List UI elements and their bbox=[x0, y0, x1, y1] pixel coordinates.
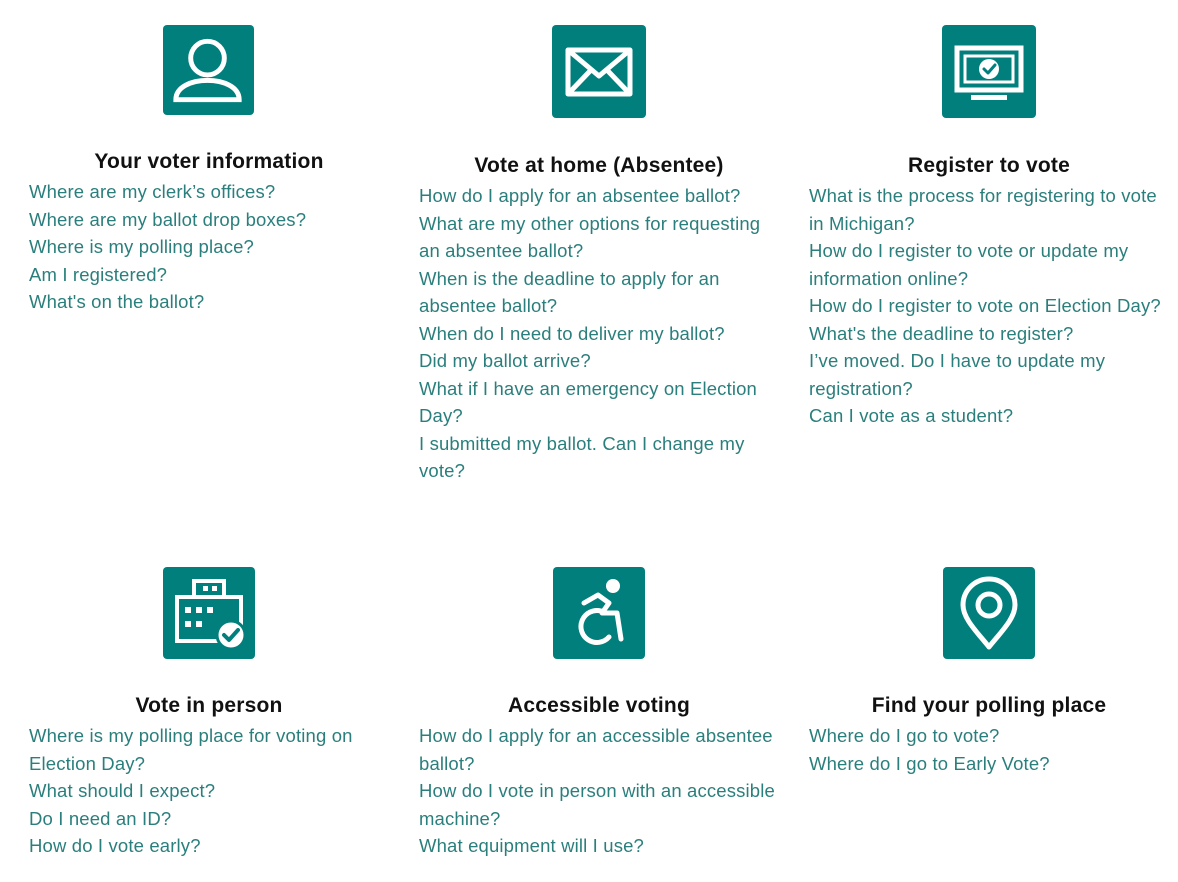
link-accessible-absentee[interactable]: How do I apply for an accessible absentee ballot? bbox=[419, 725, 773, 774]
link-polling-place-election-day[interactable]: Where is my polling place for voting on Election Day? bbox=[29, 725, 353, 774]
link-need-id[interactable]: Do I need an ID? bbox=[29, 807, 172, 829]
link-polling-place[interactable]: Where is my polling place? bbox=[29, 236, 254, 257]
link-apply-deadline[interactable]: When is the deadline to apply for an absentee ballot? bbox=[419, 267, 720, 316]
link-list bbox=[809, 722, 1169, 777]
card-title: Vote in person bbox=[135, 694, 283, 717]
link-ballot-arrive[interactable]: Did my ballot arrive? bbox=[419, 350, 591, 371]
wheelchair-icon[interactable] bbox=[553, 567, 645, 659]
link-am-registered[interactable]: Am I registered? bbox=[29, 263, 168, 285]
link-other-options[interactable]: What are my other options for requesting an absentee ballot? bbox=[419, 212, 761, 261]
link-list bbox=[419, 722, 779, 860]
link-register-deadline[interactable]: What's the deadline to register? bbox=[809, 322, 1074, 344]
link-apply-absentee[interactable]: How do I apply for an absentee ballot? bbox=[419, 185, 741, 206]
link-equipment[interactable]: What equipment will I use? bbox=[419, 835, 644, 856]
link-clerk-offices[interactable]: Where are my clerk’s offices? bbox=[29, 181, 276, 202]
card-title: Accessible voting bbox=[508, 694, 690, 717]
link-list bbox=[29, 722, 389, 860]
location-pin-icon[interactable] bbox=[943, 567, 1035, 659]
link-accessible-machine[interactable]: How do I vote in person with an accessible machine? bbox=[419, 780, 775, 829]
link-student[interactable]: Can I vote as a student? bbox=[809, 405, 1014, 426]
envelope-icon[interactable] bbox=[552, 25, 646, 118]
link-register-election-day[interactable]: How do I register to vote on Election Day? bbox=[809, 295, 1161, 316]
link-drop-boxes[interactable]: Where are my ballot drop boxes? bbox=[29, 208, 307, 230]
link-whats-on-ballot[interactable]: What's on the ballot? bbox=[29, 291, 205, 312]
link-where-to-vote[interactable]: Where do I go to vote? bbox=[809, 725, 1000, 746]
monitor-check-icon[interactable] bbox=[942, 25, 1036, 118]
link-list bbox=[29, 178, 389, 316]
card-title: Your voter information bbox=[94, 150, 324, 173]
link-deliver-ballot[interactable]: When do I need to deliver my ballot? bbox=[419, 322, 725, 344]
link-list bbox=[809, 182, 1169, 430]
link-emergency[interactable]: What if I have an emergency on Election Day? bbox=[419, 377, 758, 426]
link-vote-early[interactable]: How do I vote early? bbox=[29, 835, 201, 856]
link-list bbox=[419, 182, 779, 485]
link-register-online[interactable]: How do I register to vote or update my information online? bbox=[809, 240, 1129, 289]
card-title: Register to vote bbox=[908, 154, 1070, 177]
link-what-to-expect[interactable]: What should I expect? bbox=[29, 780, 216, 801]
link-early-vote[interactable]: Where do I go to Early Vote? bbox=[809, 752, 1050, 774]
building-check-icon[interactable] bbox=[163, 567, 255, 659]
link-moved[interactable]: I’ve moved. Do I have to update my registration? bbox=[809, 350, 1106, 399]
link-registration-process[interactable]: What is the process for registering to vote in Michigan? bbox=[809, 185, 1157, 234]
link-change-vote[interactable]: I submitted my ballot. Can I change my vote? bbox=[419, 432, 745, 481]
card-title: Find your polling place bbox=[871, 694, 1107, 717]
user-icon[interactable] bbox=[163, 25, 254, 115]
card-title: Vote at home (Absentee) bbox=[474, 154, 724, 177]
